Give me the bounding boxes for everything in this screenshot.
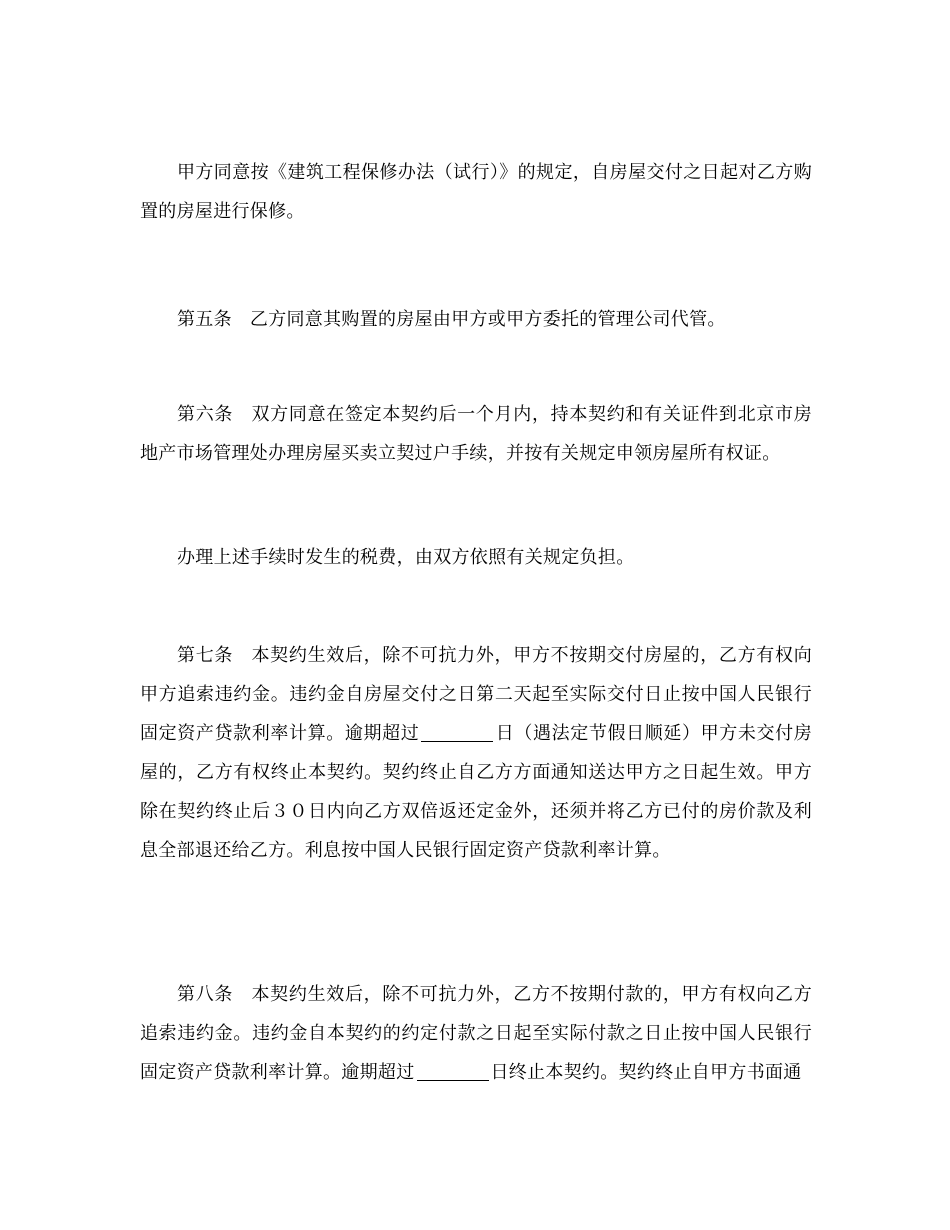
paragraph-text: 日终止本契约。契约终止自甲方书面通: [490, 1062, 802, 1083]
article-label: 第五条: [177, 309, 232, 330]
fill-in-blank[interactable]: [421, 723, 493, 742]
paragraph-text: 办理上述手续时发生的税费，由双方依照有关规定负担。: [177, 547, 635, 568]
paragraph-article-6: [140, 395, 812, 473]
paragraph-taxes: [140, 538, 812, 577]
paragraph-text: 日（遇法定节假日顺延）甲方未交付房屋的，乙方有权终止本契约。契约终止自乙方方面通知送达甲方之日起生效。甲方除在契约终止后３０日内向乙方双倍返还定金外，还须并将乙方已付的房价款及利息全部退还给乙方。利息按中国人民银行固定资产贷款利率计算。: [140, 723, 812, 861]
article-label: 第六条: [177, 404, 234, 425]
article-label: 第七条: [177, 645, 234, 666]
paragraph-article-5: [140, 300, 812, 339]
fill-in-blank[interactable]: [417, 1062, 489, 1081]
paragraph-article-7: [140, 636, 812, 870]
paragraph-warranty: [140, 153, 812, 231]
paragraph-text: 本契约生效后，除不可抗力外，甲方不按期交付房屋的，乙方有权向甲方追索违约金。违约金自房屋交付之日第二天起至实际交付日止按中国人民银行固定资产贷款利率计算。逾期超过: [140, 645, 812, 744]
paragraph-text: 本契约生效后，除不可抗力外，乙方不按期付款的，甲方有权向乙方追索违约金。违约金自本契约的约定付款之日起至实际付款之日止按中国人民银行固定资产贷款利率计算。逾期超过: [140, 984, 812, 1083]
paragraph-text: 甲方同意按《建筑工程保修办法（试行）》的规定，自房屋交付之日起对乙方购置的房屋进行保修。: [140, 162, 812, 222]
paragraph-article-8: [140, 975, 812, 1092]
paragraph-text: 乙方同意其购置的房屋由甲方或甲方委托的管理公司代管。: [249, 309, 726, 330]
paragraph-text: 双方同意在签定本契约后一个月内，持本契约和有关证件到北京市房地产市场管理处办理房屋买卖立契过户手续，并按有关规定申领房屋所有权证。: [140, 404, 812, 464]
article-label: 第八条: [177, 984, 234, 1005]
